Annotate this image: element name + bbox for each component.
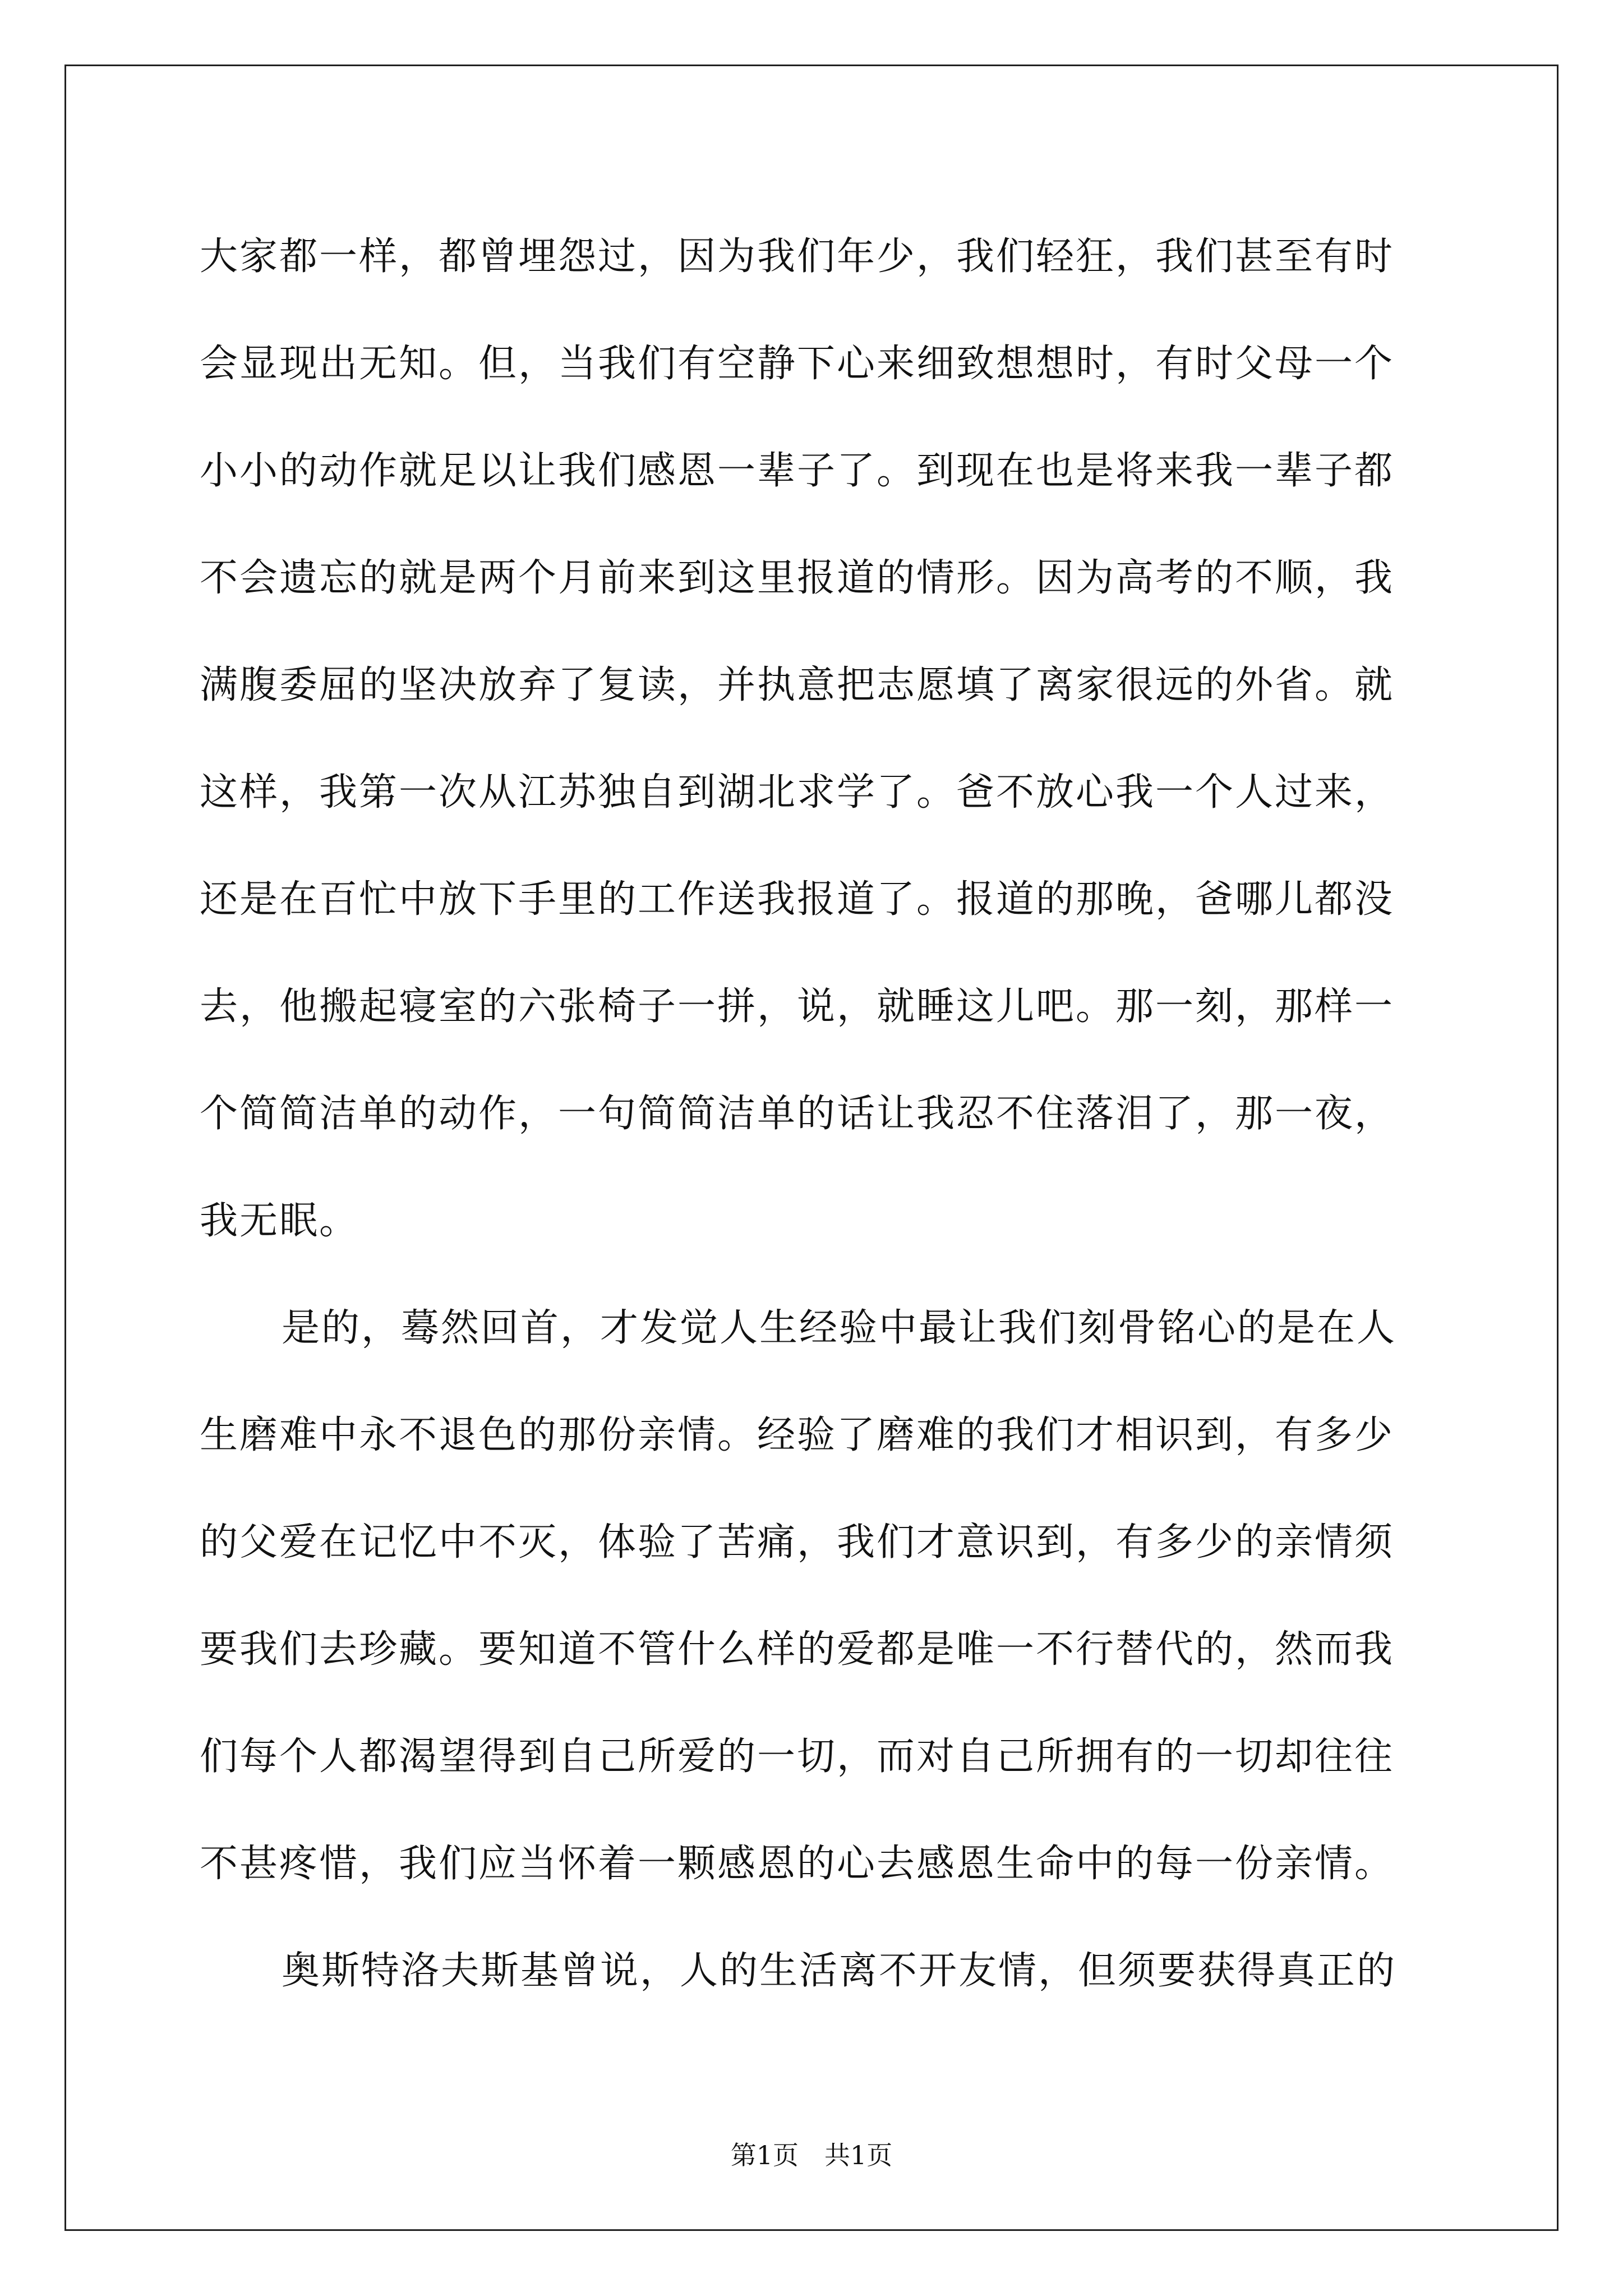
page-footer: 第1页 共1页 (730, 2140, 893, 2170)
text-line: 小小的动作就足以让我们感恩一辈子了。到现在也是将来我一辈子都 (200, 449, 1395, 493)
paragraph-start-line: 奥斯特洛夫斯基曾说，人的生活离不开友情，但须要获得真正的 (282, 1949, 1397, 1993)
text-line: 还是在百忙中放下手里的工作送我报道了。报道的那晚，爸哪儿都没 (200, 877, 1395, 922)
text-line: 大家都一样，都曾埋怨过，因为我们年少，我们轻狂，我们甚至有时 (200, 234, 1395, 279)
text-line: 去，他搬起寝室的六张椅子一拼，说，就睡这儿吧。那一刻，那样一 (200, 984, 1395, 1029)
text-line: 我无眠。 (200, 1199, 359, 1243)
text-line: 生磨难中永不退色的那份亲情。经验了磨难的我们才相识到，有多少 (200, 1413, 1395, 1457)
text-line: 不会遗忘的就是两个月前来到这里报道的情形。因为高考的不顺，我 (200, 556, 1395, 600)
text-line: 们每个人都渴望得到自己所爱的一切，而对自己所拥有的一切却往往 (200, 1734, 1395, 1779)
text-line: 满腹委屈的坚决放弃了复读，并执意把志愿填了离家很远的外省。就 (200, 663, 1395, 707)
text-line: 的父爱在记忆中不灭，体验了苦痛，我们才意识到，有多少的亲情须 (200, 1520, 1395, 1565)
paragraph-start-line: 是的，蓦然回首，才发觉人生经验中最让我们刻骨铭心的是在人 (282, 1306, 1397, 1350)
text-line: 个简简洁单的动作，一句简简洁单的话让我忍不住落泪了，那一夜， (200, 1092, 1395, 1136)
text-line: 这样，我第一次从江苏独自到湖北求学了。爸不放心我一个人过来， (200, 770, 1395, 815)
text-line: 要我们去珍藏。要知道不管什么样的爱都是唯一不行替代的，然而我 (200, 1627, 1395, 1672)
text-line: 会显现出无知。但，当我们有空静下心来细致想想时，有时父母一个 (200, 342, 1395, 386)
document-body (200, 203, 1433, 2024)
text-line: 不甚疼惜，我们应当怀着一颗感恩的心去感恩生命中的每一份亲情。 (200, 1842, 1395, 1886)
